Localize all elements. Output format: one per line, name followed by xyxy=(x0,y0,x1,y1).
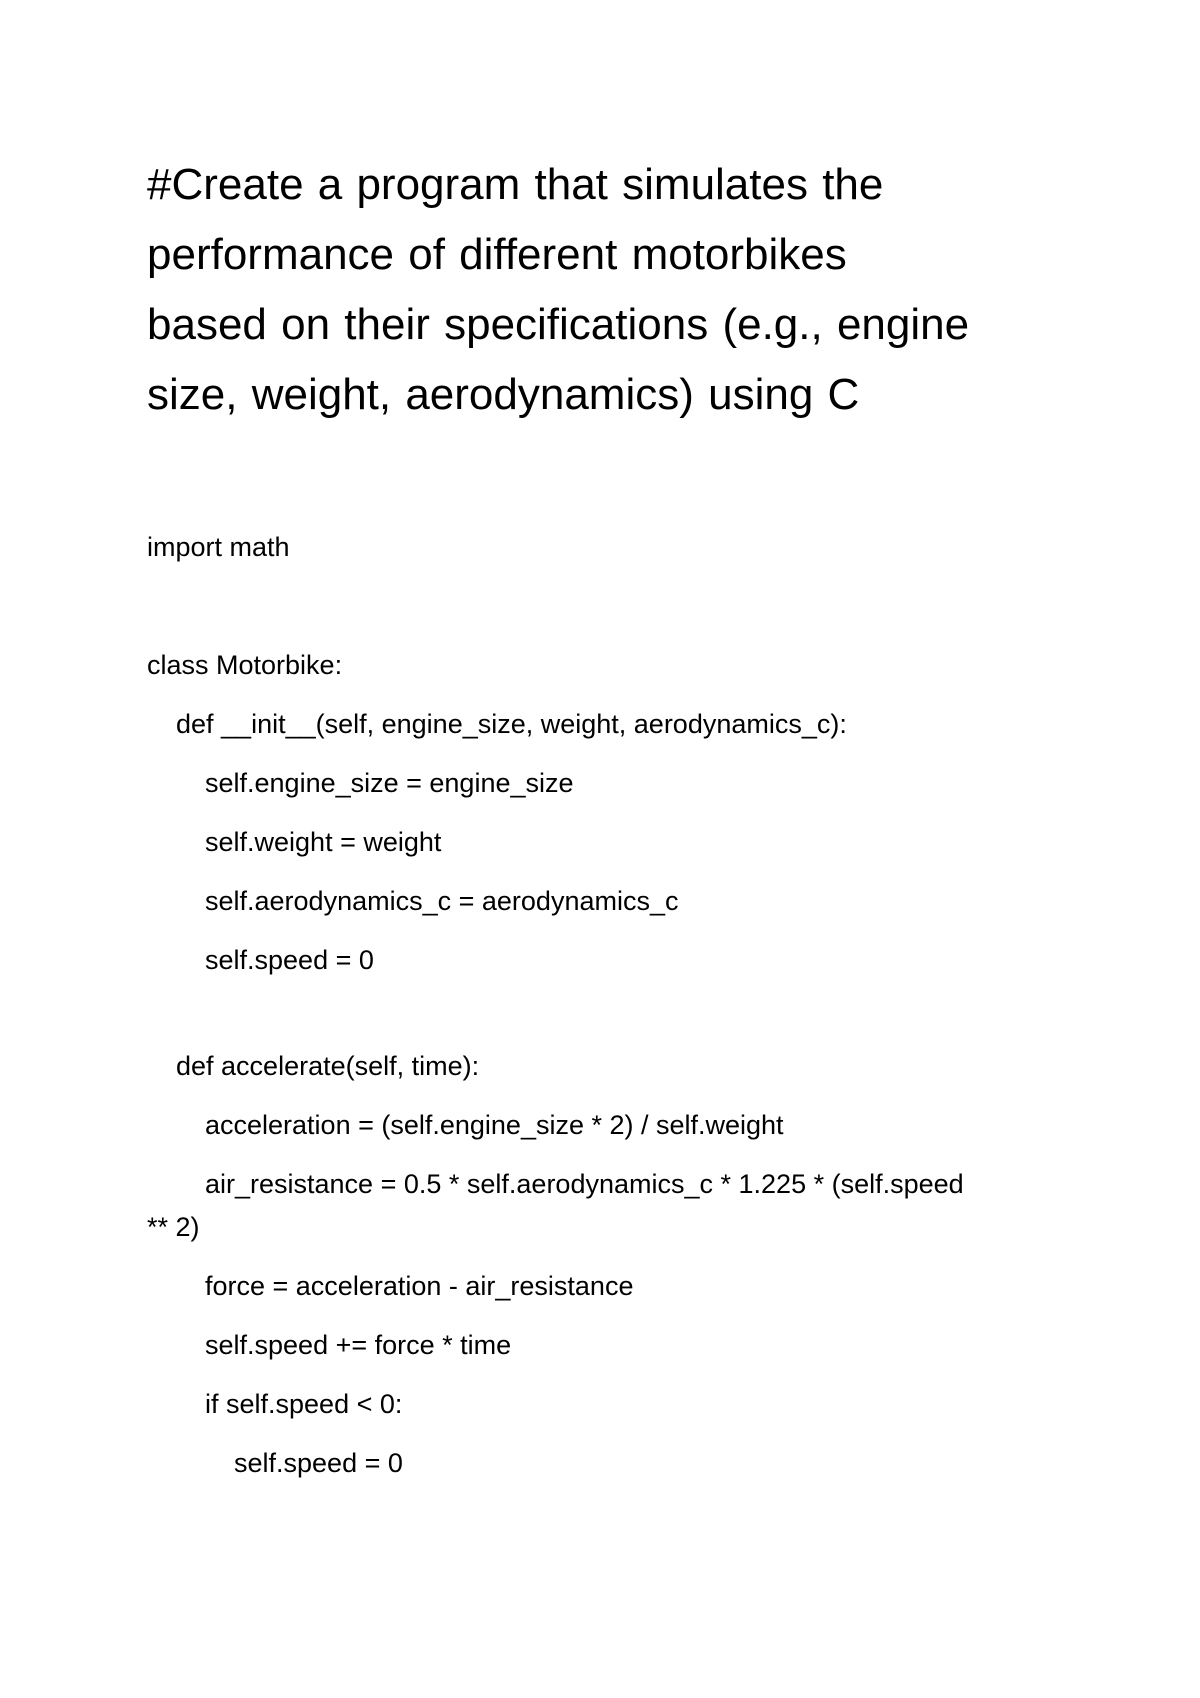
code-accel-force: force = acceleration - air_resistance xyxy=(205,1271,634,1301)
code-accel-air-resistance-continuation: ** 2) xyxy=(147,1212,200,1242)
heading-line-3: based on their specifications (e.g., engine xyxy=(147,300,970,349)
code-accel-air-resistance: air_resistance = 0.5 * self.aerodynamics_c * 1.225 * (self.speed xyxy=(205,1169,964,1199)
heading-line-4: size, weight, aerodynamics) using C xyxy=(147,370,860,419)
code-accel-reset: self.speed = 0 xyxy=(234,1448,403,1478)
code-init-aero: self.aerodynamics_c = aerodynamics_c xyxy=(205,886,679,916)
code-init-weight: self.weight = weight xyxy=(205,827,442,857)
code-init-engine: self.engine_size = engine_size xyxy=(205,768,574,798)
code-accel-if: if self.speed < 0: xyxy=(205,1389,403,1419)
code-init-def: def __init__(self, engine_size, weight, aerodynamics_c): xyxy=(176,709,847,739)
code-accel-speed-update: self.speed += force * time xyxy=(205,1330,512,1360)
heading-line-2: performance of different motorbikes xyxy=(147,230,847,279)
code-class-line: class Motorbike: xyxy=(147,650,343,680)
code-init-speed: self.speed = 0 xyxy=(205,945,374,975)
code-accel-acceleration: acceleration = (self.engine_size * 2) / self.weight xyxy=(205,1110,784,1140)
document-heading xyxy=(147,150,1077,430)
code-accel-def: def accelerate(self, time): xyxy=(176,1051,480,1081)
heading-line-1: #Create a program that simulates the xyxy=(147,160,884,209)
code-import-line: import math xyxy=(147,532,290,562)
